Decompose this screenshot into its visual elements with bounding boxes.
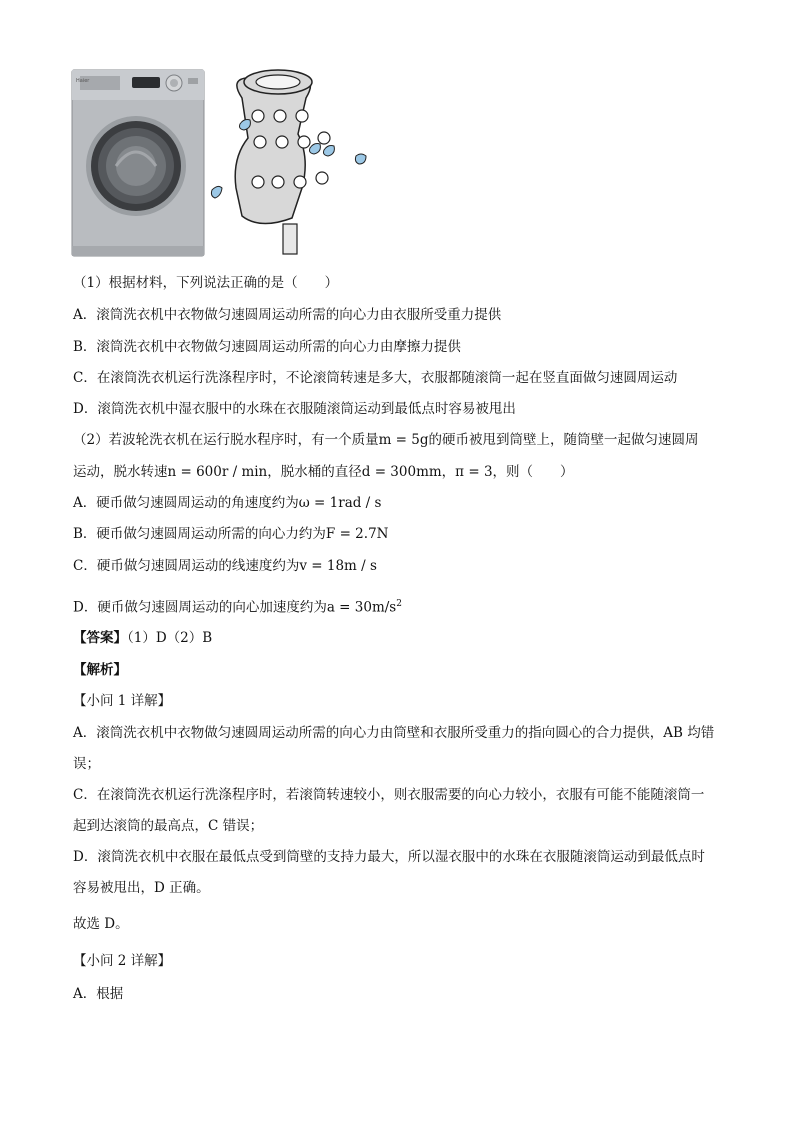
figures (70, 68, 390, 260)
q2-option-c-math: v = 18m / s (299, 558, 377, 574)
q2-mass: m = 5g (378, 432, 429, 448)
q2-option-a (73, 493, 381, 513)
q2-stem-a: （2）若波轮洗衣机在运行脱水程序时，有一个质量 (73, 432, 379, 448)
q1-option-b: B．滚筒洗衣机中衣物做匀速圆周运动所需的向心力由摩擦力提供 (73, 339, 461, 355)
q2-option-d (73, 594, 402, 618)
q2-pi: π = 3 (455, 464, 493, 480)
sub1-title: 【小问 1 详解】 (73, 693, 172, 709)
q2-option-d-exponent: 2 (396, 599, 402, 609)
answer-text: （1）D（2）B (127, 630, 213, 646)
sub1-d-line2: 容易被甩出，D 正确。 (73, 880, 210, 896)
washing-machine-image (72, 70, 204, 256)
drum-diagram (211, 70, 366, 254)
q2-stem-d: ，脱水桶的直径 (267, 464, 362, 480)
q2-stem-b: 的硬币被甩到筒壁上，随筒壁一起做匀速圆周 (428, 432, 699, 448)
q2-option-d-math: a = 30m/s (326, 599, 397, 616)
answer-label: 【答案】 (73, 630, 127, 646)
sub1-a-line1: A．滚筒洗衣机中衣物做匀速圆周运动所需的向心力由筒壁和衣服所受重力的指向圆心的合力提供，AB 均错 (73, 725, 715, 741)
q2-option-a-math: ω = 1rad / s (298, 495, 382, 511)
sub1-c-line1: C．在滚筒洗衣机运行洗涤程序时，若滚筒转速较小，则衣服需要的向心力较小，衣服有可能不能随滚筒一 (73, 787, 705, 803)
q2-option-b-text: B．硬币做匀速圆周运动所需的向心力约为 (73, 526, 326, 542)
q2-stem-c: 运动，脱水转速 (73, 464, 168, 480)
sub2-a: A．根据 (73, 986, 124, 1002)
q2-option-b (73, 524, 388, 544)
q2-diameter: d = 300mm (361, 464, 442, 480)
analysis-label: 【解析】 (73, 662, 127, 678)
q2-option-c (73, 556, 377, 576)
illustration (70, 68, 390, 260)
q2-option-b-math: F = 2.7N (325, 526, 389, 542)
sub1-c-line2: 起到达滚筒的最高点，C 错误； (73, 818, 264, 834)
q2-stem-line2 (73, 462, 574, 482)
answer (73, 628, 212, 648)
q1-option-a: A．滚筒洗衣机中衣物做匀速圆周运动所需的向心力由衣服所受重力提供 (73, 307, 502, 323)
brand-logo: Haier (76, 78, 90, 84)
q1-option-c: C．在滚筒洗衣机运行洗涤程序时，不论滚筒转速是多大，衣服都随滚筒一起在竖直面做匀速圆周运动 (73, 370, 678, 386)
q2-stem-e: ，则（ ） (492, 464, 574, 480)
sub2-title: 【小问 2 详解】 (73, 953, 172, 969)
q2-speed: n = 600r / min (167, 464, 268, 480)
q2-option-d-text: D．硬币做匀速圆周运动的向心加速度约为 (73, 599, 327, 616)
q1-option-d: D．滚筒洗衣机中湿衣服中的水珠在衣服随滚筒运动到最低点时容易被甩出 (73, 401, 516, 417)
q1-stem: （1）根据材料，下列说法正确的是（ ） (73, 275, 339, 291)
q2-stem-line1 (73, 430, 699, 450)
q2-option-a-text: A．硬币做匀速圆周运动的角速度约为 (73, 495, 299, 511)
q2-sep: ， (441, 464, 456, 480)
sub1-conclusion: 故选 D。 (73, 916, 129, 932)
sub1-a-line2: 误； (73, 756, 100, 772)
q2-option-c-text: C．硬币做匀速圆周运动的线速度约为 (73, 558, 300, 574)
sub1-d-line1: D．滚筒洗衣机中衣服在最低点受到筒壁的支持力最大，所以湿衣服中的水珠在衣服随滚筒运动到最低点时 (73, 849, 705, 865)
